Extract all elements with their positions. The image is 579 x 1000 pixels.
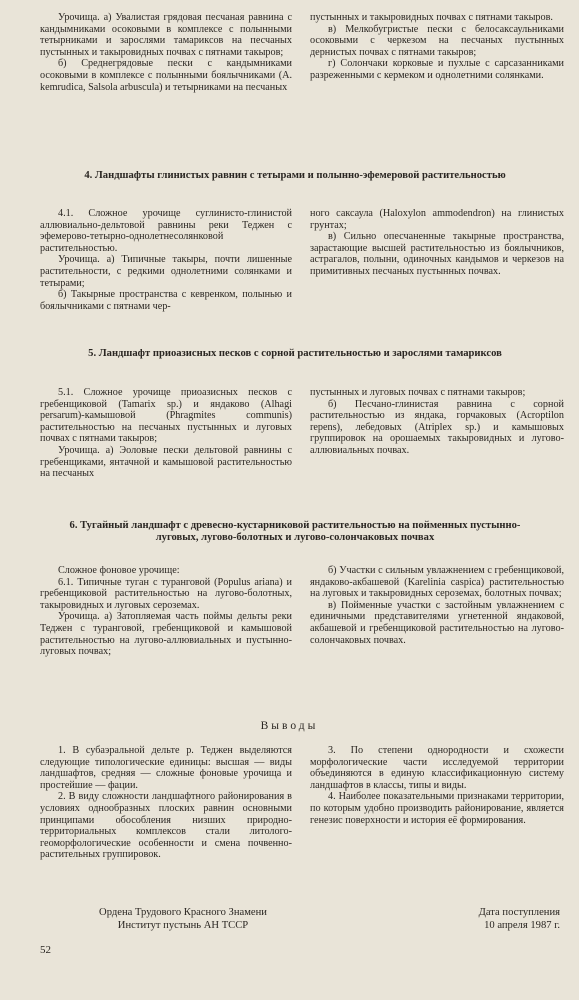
conclusions-right-column: [310, 745, 564, 826]
s5-left-column: [40, 387, 292, 480]
s5-right-column: [310, 387, 564, 457]
s4-left-column: [40, 208, 292, 312]
section-5-heading: 5. Ландшафт приоазисных песков с сорной растительностью и зарослями тамариксов: [88, 348, 502, 359]
received-date-block: [410, 907, 560, 932]
paragraph: б) Участки с сильным увлажнением с гребенщиковой, яндаково-акбашевой (Karelinia caspica) растительностью на луговых и такыровидных сероземах, болотных почвах;: [310, 565, 564, 600]
s3-left-column: [40, 12, 292, 93]
institution-line: Институт пустынь АН ТССР: [117, 919, 249, 931]
paragraph: 3. По степени однородности и схожести морфологические части исследуемой территории объединяются в единую классификационную систему ландшафтов в классы, типы и виды.: [310, 745, 564, 791]
paragraph: 4. Наиболее показательными признаками территории, по которым удобно производить районирование, является генезис поверхности и история её формирования.: [310, 791, 564, 826]
paragraph: 2. В виду сложности ландшафтного районирования в условиях однообразных плоских равнин основными принципами обособления низших природно-территориальных комплексов стали литолого-геоморфологические особенности и смена почвенно-растительных группировок.: [40, 791, 292, 861]
paragraph: 6.1. Типичные туган с туранговой (Populus ariana) и гребенщиковой растительностью на лугово-болотных, такыровидных и луговых сероземах.: [40, 576, 292, 611]
paragraph: пустынных и такыровидных почвах с пятнами такыров.: [310, 12, 553, 23]
paragraph: Урочища. а) Затопляемая часть поймы дельты реки Теджен с туранговой, гребенщиковой и камышовой растительностью на лугово-аллювиальных и пустынно-луговых почвах;: [40, 611, 292, 658]
paragraph: в) Сильно опесчаненные такырные пространства, зарастающие высшей растительностью из боялычников, астрагалов, полыни, одиночных кандымов и черкезов на примитивных песчаных пустынных почвах.: [310, 231, 564, 277]
s6-right-column: [310, 565, 564, 646]
section-6-heading: 6. Тугайный ландшафт с древесно-кустарниковой растительностью на пойменных пустынно-луговых, лугово-болотных и лугово-солончаковых почвах: [69, 520, 521, 544]
section-4-heading: 4. Ландшафты глинистых равнин с тетырами и полынно-эфемеровой растительностью: [84, 170, 506, 181]
paragraph: г) Солончаки корковые и пухлые с сарсазанниками разреженными с кермеком и однолетними солянками.: [310, 58, 564, 81]
paragraph: Урочища. а) Эоловые пески дельтовой равнины с гребенщиками, янтачной и камышовой растительностью на песчаных: [40, 444, 292, 480]
paragraph: Урочища. а) Увалистая грядовая песчаная равнина с кандымниками осоковыми в комплексе с полынными тетырниками и зарослями тамариксов на песчаных пустынных и такыровидных почвах с пятнами такыров;: [40, 12, 292, 58]
conclusions-left-column: [40, 745, 292, 861]
paragraph: в) Пойменные участки с застойным увлажнением с единичными представителями угнетенной яндаковой, акбашевой и гребенщиковой растительностью на лугово-солончаковых почвах.: [310, 599, 564, 646]
paragraph: в) Мелкобугристые пески с белосаксаульниками осоковыми с черкезом на песчаных пустынных дернистых почвах с пятнами такыров;: [310, 23, 564, 58]
paragraph: ного саксаула (Haloxylon ammodendron) на глинистых грунтах;: [310, 208, 564, 231]
conclusions-heading: Выводы: [260, 720, 319, 732]
paragraph: 1. В субаэральной дельте р. Теджен выделяются следующие типологические единицы: высшая — виды ландшафтов, средняя — сложные фоновые урочища и простейшие — фации.: [40, 745, 292, 791]
received-date: 10 апреля 1987 г.: [484, 919, 560, 931]
paragraph: 4.1. Сложное урочище суглинисто-глинистой аллювиально-дельтовой равнины реки Теджен с эфемерово-тетырно-однолетнесолянковой растительностью.: [40, 208, 292, 254]
s3-right-column: [310, 12, 564, 82]
paragraph: б) Такырные пространства с кевренком, полынью и боялычниками с пятнами чер-: [40, 289, 292, 312]
s6-left-column: [40, 565, 292, 658]
institution-block: [58, 907, 308, 932]
paragraph: Сложное фоновое урочище:: [58, 565, 180, 576]
received-label: Дата поступления: [478, 907, 560, 918]
paragraph: б) Среднегрядовые пески с кандымниками осоковыми в комплексе с полынными боялычниками (A. kemrudica, Salsola arbuscula) и тетырниками на песчаных: [40, 58, 292, 93]
paragraph: Урочища. а) Типичные такыры, почти лишенные растительности, с редкими однолетними солянками и тетырами;: [40, 254, 292, 289]
paragraph: пустынных и луговых почвах с пятнами такыров;: [310, 387, 526, 398]
paragraph: б) Песчано-глинистая равнина с сорной растительностью из яндака, горчаковых (Acroptilon repens), лебедовых (Atriplex sp.) и камышовых группировок на орошаемых такыровидных и лугово-аллювиальных почвах.: [310, 398, 564, 456]
institution-line: Ордена Трудового Красного Знамени: [99, 907, 267, 918]
paragraph: 5.1. Сложное урочище приоазисных песков с гребенщиковой (Tamarix sp.) и яндаково (Alhagi persarum)-камышовой (Phragmites communis) растительностью на песчаных пустынных и луговых почвах с пятнами такыров;: [40, 387, 292, 445]
page-number: 52: [40, 944, 51, 956]
s4-right-column: [310, 208, 564, 278]
